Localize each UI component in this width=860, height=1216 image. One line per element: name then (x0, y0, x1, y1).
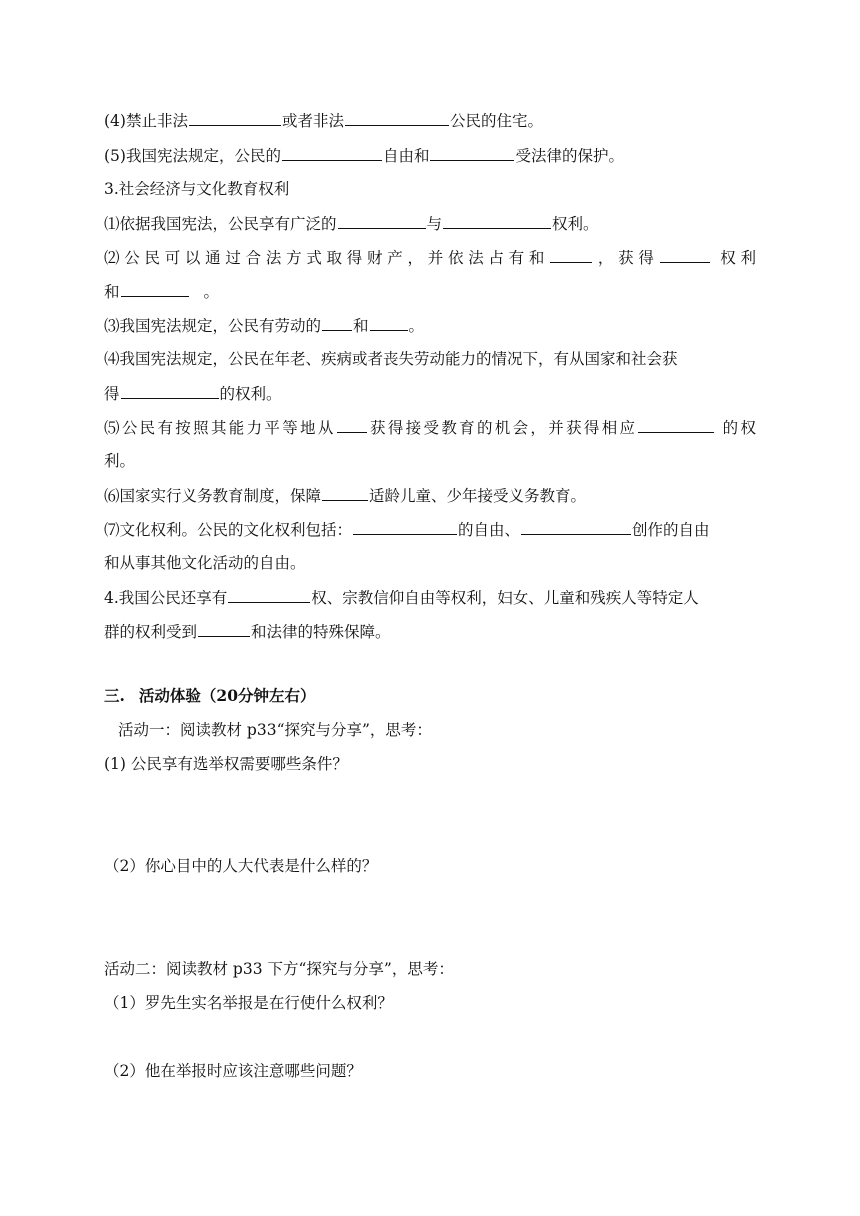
item-3-6: ⑹国家实行义务教育制度，保障 适龄儿童、少年接受义务教育。 (104, 487, 587, 505)
fill-blank[interactable] (430, 145, 514, 161)
activity2-question-2: （2）他在举报时应该注意哪些问题？ (104, 1062, 362, 1080)
fill-blank[interactable] (345, 110, 449, 126)
item-3-4-line1: ⑷我国宪法规定，公民在年老、疾病或者丧失劳动能力的情况下，有从国家和社会获 (104, 350, 678, 368)
activity1-question-2: （2）你心目中的人大代表是什么样的？ (104, 857, 378, 875)
fill-blank[interactable] (198, 621, 250, 637)
item-3-5-line2: 利。 (104, 452, 136, 470)
activity2-question-1: （1）罗先生实名举报是在行使什么权利？ (104, 994, 393, 1012)
section-heading: 三. 活动体验（20分钟左右） (104, 686, 316, 705)
fill-blank[interactable] (121, 281, 189, 297)
activity2-intro: 活动二：阅读教材 p33 下方“探究与分享”，思考： (104, 960, 454, 978)
item-3-7-line2: 和从事其他文化活动的自由。 (104, 554, 306, 572)
item-3-7-line1: ⑺文化权利。公民的文化权利包括： 的自由、 创作的自由 (104, 521, 710, 539)
fill-blank[interactable] (443, 213, 551, 229)
item-4-line2: 群的权利受到 和法律的特殊保障。 (104, 623, 391, 641)
fill-blank[interactable] (521, 519, 631, 535)
item-4-line1: 4.我国公民还享有 权、宗教信仰自由等权利，妇女、儿童和残疾人等特定人 (104, 589, 699, 607)
fill-blank[interactable] (282, 145, 382, 161)
activity1-question-1: (1) 公民享有选举权需要哪些条件？ (104, 755, 348, 773)
item-3-5-line1: ⑸公民有按照其能力平等地从 获得接受教育的机会，并获得相应 的权 (104, 419, 756, 437)
fill-blank[interactable] (189, 110, 281, 126)
item-4: (4)禁止非法 或者非法 公民的住宅。 (104, 112, 543, 130)
activity1-intro: 活动一：阅读教材 p33“探究与分享”，思考： (118, 721, 432, 739)
item-3-3: ⑶我国宪法规定，公民有劳动的 和 。 (104, 317, 425, 335)
item-3-1: ⑴依据我国宪法，公民享有广泛的 与 权利。 (104, 215, 599, 233)
fill-blank[interactable] (660, 247, 710, 263)
fill-blank[interactable] (337, 417, 367, 433)
fill-blank[interactable] (228, 587, 310, 603)
item-3-2-line2: 和 。 (104, 283, 220, 301)
section-3-title: 3.社会经济与文化教育权利 (104, 180, 290, 198)
fill-blank[interactable] (322, 485, 368, 501)
item-3-4-line2: 得 的权利。 (104, 385, 282, 403)
fill-blank[interactable] (353, 519, 457, 535)
item-5: (5)我国宪法规定，公民的 自由和 受法律的保护。 (104, 147, 624, 165)
fill-blank[interactable] (338, 213, 426, 229)
item-3-2-line1: ⑵公民可以通过合法方式取得财产，并依法占有和 ，获得 权利 (104, 249, 756, 267)
fill-blank[interactable] (638, 417, 714, 433)
fill-blank[interactable] (121, 383, 219, 399)
fill-blank[interactable] (370, 315, 408, 331)
fill-blank[interactable] (550, 247, 592, 263)
fill-blank[interactable] (322, 315, 352, 331)
